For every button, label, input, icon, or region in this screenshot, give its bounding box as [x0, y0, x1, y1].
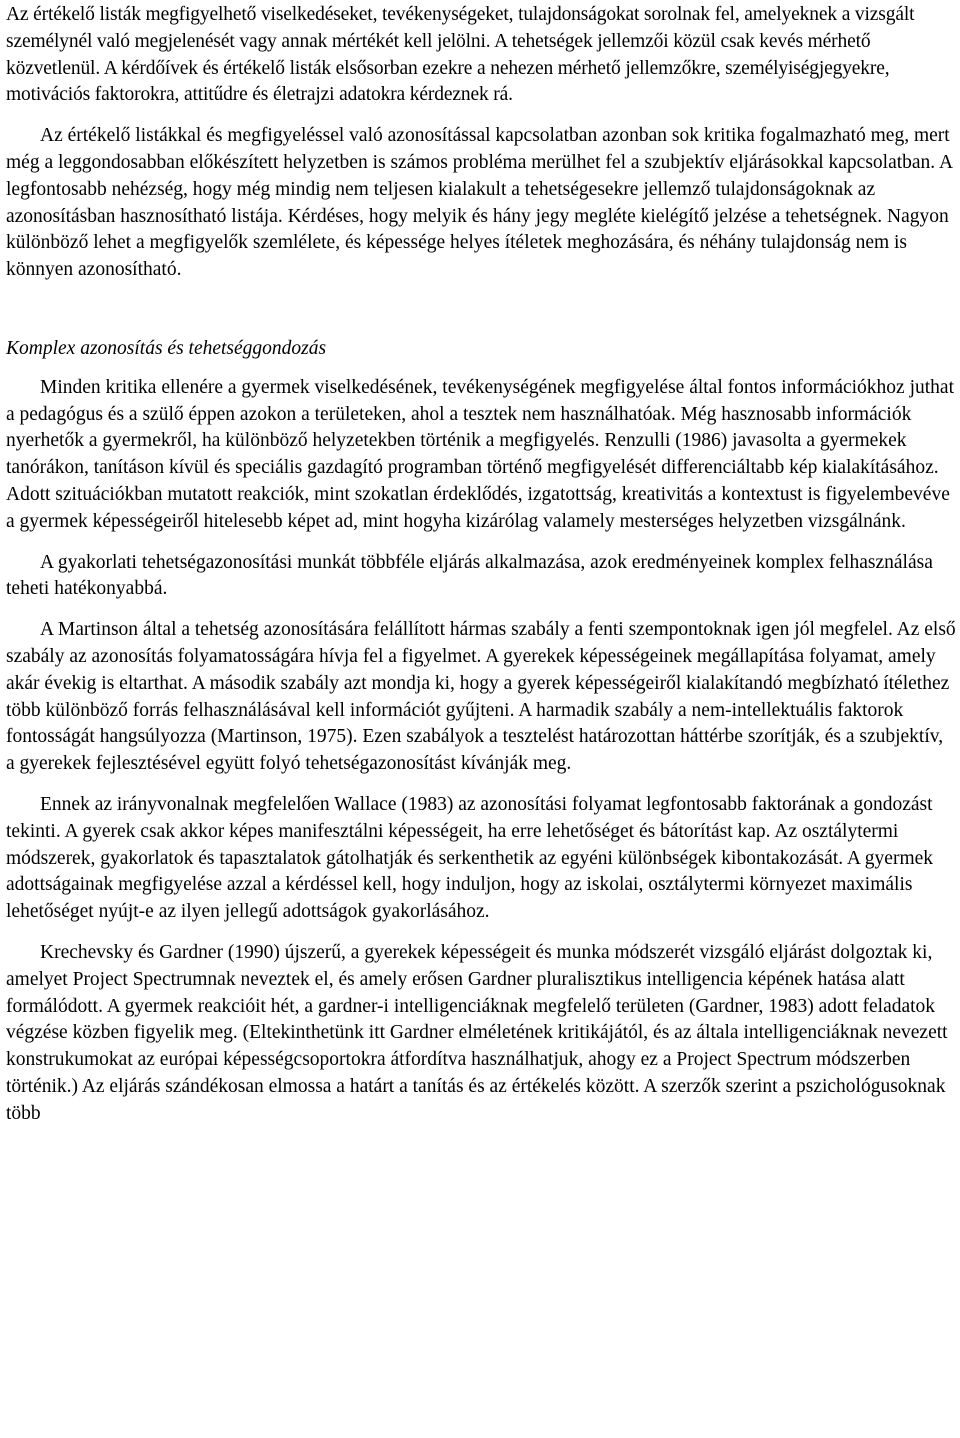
paragraph-observation: Minden kritika ellenére a gyermek viselkedésének, tevékenységének megfigyelése által fontos információkhoz juthat a pedagógus és a szülő éppen azokon a területeken, ahol a tesztek nem használhatóak. Még hasznosabb információk nyerhetők a gyermekről, ha különböző helyzetekben történik a megfigyelés. Renzulli (1986) javasolta a gyermekek tanórákon, tanításon kívül és speciális gazdagító programban történő megfigyelését differenciáltabb kép kialakításához. Adott szituációkban mutatott reakciók, mint szokatlan érdeklődés, izgatottság, kreativitás a kontextust is figyelembevéve a gyermek képességeiről hitelesebb képet ad, mint hogyha kizárólag valamely mesterséges helyzetben vizsgálnánk. — [6, 376, 954, 532]
section-heading: Komplex azonosítás és tehetséggondozás — [6, 337, 327, 359]
document-page — [6, 0, 956, 1127]
paragraph-practical: A gyakorlati tehetségazonosítási munkát többféle eljárás alkalmazása, azok eredményeinek komplex felhasználása teheti hatékonyabbá. — [6, 551, 933, 600]
paragraph-spectrum: Krechevsky és Gardner (1990) újszerű, a gyerekek képességeit és munka módszerét vizsgáló eljárást dolgoztak ki, amelyet Project Spectrumnak neveztek el, és amely erősen Gardner pluralisztikus intelligencia képének hatása alatt formálódott. A gyermek reakcióit hét, a gardner-i intelligenciáknak megfelelő területen (Gardner, 1983) adott feladatok végzése közben figyelik meg. (Eltekinthetünk itt Gardner elméletének kritikájától, és az általa intelligenciáknak nevezett konstrukumokat az európai képességcsoportokra átfordítva használhatjuk, ahogy ez a Project Spectrum módszerben történik.) Az eljárás szándékosan elmossa a határt a tanítás és az értékelés között. A szerzők szerint a pszichológusoknak több — [6, 941, 948, 1124]
paragraph-wallace: Ennek az irányvonalnak megfelelően Wallace (1983) az azonosítási folyamat legfontosabb faktorának a gondozást tekinti. A gyerek csak akkor képes manifesztálni képességeit, ha erre lehetőséget és bátorítást kap. Az osztálytermi módszerek, gyakorlatok és tapasztalatok gátolhatják és serkenthetik az egyéni különbségek kibontakozását. A gyermek adottságainak megfigyelése azzal a kérdéssel kell, hogy induljon, hogy az iskolai, osztálytermi környezet maximális lehetőséget nyújt-e az ilyen jellegű adottságok gyakorlásához. — [6, 793, 934, 923]
paragraph-martinson: A Martinson által a tehetség azonosítására felállított hármas szabály a fenti szempontoknak igen jól megfelel. Az első szabály az azonosítás folyamatosságára hívja fel a figyelmet. A gyerekek képességeinek megállapítása folyamat, amely akár évekig is eltarthat. A második szabály azt mondja ki, hogy a gyerek képességeiről kialakítandó megbízható ítélethez több különböző forrás felhasználásával kell információt gyűjteni. A harmadik szabály a nem-intellektuális faktorok fontosságát hangsúlyozza (Martinson, 1975). Ezen szabályok a tesztelést határozottan háttérbe szorítják, és a szubjektív, a gyerekek fejlesztésével együtt folyó tehetségazonosítást kívánják meg. — [6, 619, 956, 775]
paragraph-rating-lists: Az értékelő listák megfigyelhető viselkedéseket, tevékenységeket, tulajdonságokat sorolnak fel, amelyeknek a vizsgált személynél való megjelenését vagy annak mértékét kell jelölni. A tehetségek jellemzői közül csak kevés mérhető közvetlenül. A kérdőívek és értékelő listák elsősorban ezekre a nehezen mérhető jellemzőkre, személyiségjegyekre, motivációs faktorokra, attitűdre és életrajzi adatokra kérdeznek rá. — [6, 4, 915, 106]
paragraph-criticism: Az értékelő listákkal és megfigyeléssel való azonosítással kapcsolatban azonban sok kritika fogalmazható meg, mert még a leggondosabban előkészített helyzetben is számos probléma merülhet fel a szubjektív eljárásokkal kapcsolatban. A legfontosabb nehézség, hogy még mindig nem teljesen kialakult a tehetségesekre jellemző tulajdonságoknak az azonosításban hasznosítható listája. Kérdéses, hogy melyik és hány jegy megléte kielégítő jelzése a tehetségnek. Nagyon különböző lehet a megfigyelők szemlélete, és képessége helyes ítéletek meghozására, és néhány tulajdonság nem is könnyen azonosítható. — [6, 125, 952, 281]
